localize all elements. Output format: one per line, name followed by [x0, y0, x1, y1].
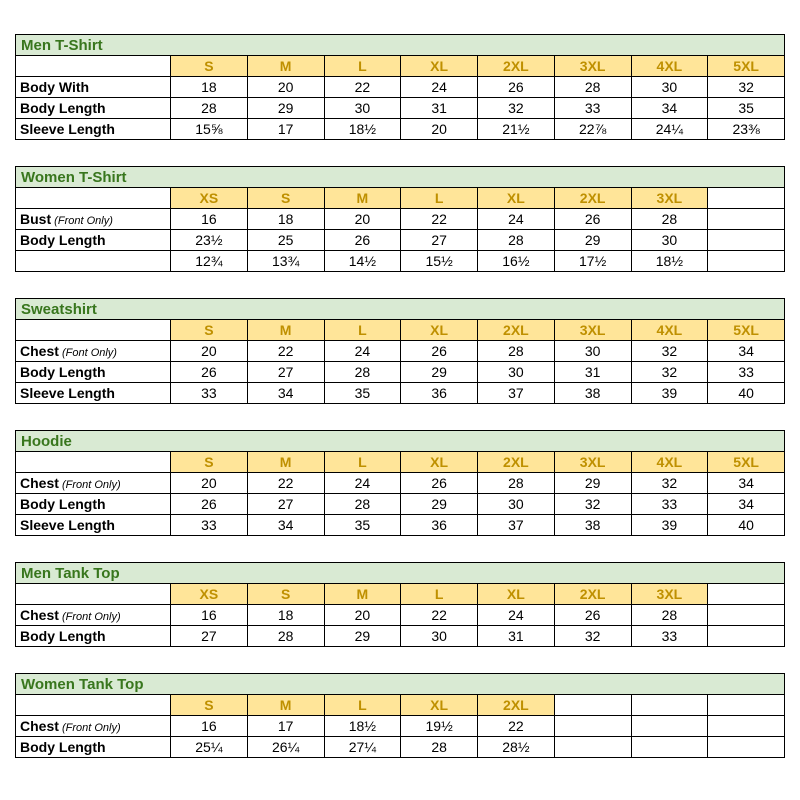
- table-row: [16, 77, 785, 98]
- size-header-l: L: [401, 188, 478, 209]
- row-label-text: Body Length: [20, 232, 106, 248]
- row-label-text: Bust: [20, 211, 52, 227]
- value-cell: 19½: [401, 716, 478, 737]
- value-cell: [708, 251, 785, 272]
- value-cell: 28: [247, 626, 324, 647]
- value-cell: 24: [478, 209, 555, 230]
- value-cell: 29: [247, 98, 324, 119]
- value-cell: 18½: [631, 251, 708, 272]
- row-label: [16, 230, 171, 251]
- row-label-text: Body Length: [20, 739, 106, 755]
- value-cell: 20: [247, 77, 324, 98]
- row-label-text: Sleeve Length: [20, 121, 115, 137]
- value-cell: 12¾: [171, 251, 248, 272]
- value-cell: 28: [324, 362, 401, 383]
- size-header-l: L: [324, 452, 401, 473]
- size-header-2xl: 2XL: [554, 584, 631, 605]
- value-cell: [708, 230, 785, 251]
- size-header-m: M: [324, 188, 401, 209]
- table-title-row: [16, 167, 785, 188]
- table-row: [16, 209, 785, 230]
- size-header-4xl: 4XL: [631, 452, 708, 473]
- size-header-xl: XL: [401, 695, 478, 716]
- value-cell: 33: [554, 98, 631, 119]
- row-label: [16, 119, 171, 140]
- row-label-text: Chest: [20, 607, 59, 623]
- size-header-s: S: [171, 320, 248, 341]
- table-title: Sweatshirt: [16, 299, 785, 320]
- value-cell: 26¼: [247, 737, 324, 758]
- row-label: [16, 473, 171, 494]
- row-label-text: Body With: [20, 79, 90, 95]
- header-label-spacer: [16, 695, 171, 716]
- value-cell: 20: [324, 209, 401, 230]
- size-header-l: L: [324, 320, 401, 341]
- value-cell: 35: [708, 98, 785, 119]
- value-cell: 22: [401, 209, 478, 230]
- value-cell: 18½: [324, 119, 401, 140]
- value-cell: 24: [401, 77, 478, 98]
- value-cell: 23⅜: [708, 119, 785, 140]
- value-cell: 30: [631, 77, 708, 98]
- value-cell: 26: [401, 473, 478, 494]
- size-header-row: [16, 695, 785, 716]
- size-header-m: M: [324, 584, 401, 605]
- row-label-note: (Font Only): [58, 347, 117, 359]
- value-cell: 14½: [324, 251, 401, 272]
- value-cell: 20: [401, 119, 478, 140]
- size-header-2xl: 2XL: [478, 56, 555, 77]
- value-cell: 34: [708, 341, 785, 362]
- size-header-2xl: 2XL: [554, 188, 631, 209]
- value-cell: 27¼: [324, 737, 401, 758]
- size-header-m: M: [247, 56, 324, 77]
- value-cell: 36: [401, 383, 478, 404]
- size-header-empty: [708, 584, 785, 605]
- value-cell: [708, 209, 785, 230]
- value-cell: 27: [171, 626, 248, 647]
- row-label: [16, 209, 171, 230]
- value-cell: 15½: [401, 251, 478, 272]
- value-cell: 16½: [478, 251, 555, 272]
- table-title-row: [16, 431, 785, 452]
- value-cell: 31: [401, 98, 478, 119]
- size-header-4xl: 4XL: [631, 320, 708, 341]
- value-cell: 28: [401, 737, 478, 758]
- value-cell: [554, 716, 631, 737]
- value-cell: 31: [478, 626, 555, 647]
- row-label-text: Chest: [20, 475, 59, 491]
- table-row: [16, 341, 785, 362]
- row-label: [16, 515, 171, 536]
- row-label: [16, 605, 171, 626]
- table-row: [16, 98, 785, 119]
- value-cell: 33: [631, 626, 708, 647]
- size-header-m: M: [247, 452, 324, 473]
- size-table-hoodie: [15, 430, 785, 536]
- size-table-women-tank-top: [15, 673, 785, 758]
- value-cell: 26: [171, 494, 248, 515]
- size-header-empty: [708, 188, 785, 209]
- value-cell: 17½: [554, 251, 631, 272]
- size-header-row: [16, 452, 785, 473]
- value-cell: 29: [324, 626, 401, 647]
- value-cell: 28: [324, 494, 401, 515]
- value-cell: 22⅞: [554, 119, 631, 140]
- size-header-3xl: 3XL: [554, 56, 631, 77]
- row-label-text: Sleeve Length: [20, 517, 115, 533]
- table-row: [16, 251, 785, 272]
- value-cell: 26: [554, 209, 631, 230]
- value-cell: 39: [631, 515, 708, 536]
- size-header-2xl: 2XL: [478, 320, 555, 341]
- row-label: [16, 362, 171, 383]
- size-header-m: M: [247, 320, 324, 341]
- value-cell: 32: [554, 626, 631, 647]
- table-row: [16, 230, 785, 251]
- header-label-spacer: [16, 584, 171, 605]
- value-cell: 21½: [478, 119, 555, 140]
- value-cell: 22: [247, 341, 324, 362]
- table-title-row: [16, 35, 785, 56]
- value-cell: 33: [171, 383, 248, 404]
- table-row: [16, 515, 785, 536]
- value-cell: 13¾: [247, 251, 324, 272]
- value-cell: [708, 737, 785, 758]
- value-cell: 24: [324, 341, 401, 362]
- row-label-text: Chest: [20, 718, 59, 734]
- size-header-row: [16, 188, 785, 209]
- size-header-2xl: 2XL: [478, 452, 555, 473]
- value-cell: 18: [247, 605, 324, 626]
- row-label-note: (Front Only): [58, 722, 121, 734]
- value-cell: 40: [708, 383, 785, 404]
- row-label: [16, 383, 171, 404]
- value-cell: 20: [171, 473, 248, 494]
- value-cell: 35: [324, 383, 401, 404]
- row-label-text: Body Length: [20, 496, 106, 512]
- table-row: [16, 605, 785, 626]
- value-cell: 34: [708, 473, 785, 494]
- value-cell: 23½: [171, 230, 248, 251]
- size-header-s: S: [171, 695, 248, 716]
- value-cell: 29: [554, 230, 631, 251]
- size-header-empty: [554, 695, 631, 716]
- value-cell: 38: [554, 515, 631, 536]
- value-cell: 28½: [478, 737, 555, 758]
- value-cell: 27: [247, 494, 324, 515]
- value-cell: 29: [401, 362, 478, 383]
- row-label-text: Body Length: [20, 100, 106, 116]
- size-header-xl: XL: [478, 584, 555, 605]
- header-label-spacer: [16, 452, 171, 473]
- value-cell: 32: [708, 77, 785, 98]
- size-header-row: [16, 320, 785, 341]
- value-cell: 39: [631, 383, 708, 404]
- value-cell: 26: [478, 77, 555, 98]
- value-cell: 24: [478, 605, 555, 626]
- size-header-2xl: 2XL: [478, 695, 555, 716]
- value-cell: 29: [554, 473, 631, 494]
- value-cell: 17: [247, 119, 324, 140]
- size-header-s: S: [171, 452, 248, 473]
- value-cell: 29: [401, 494, 478, 515]
- size-table-women-t-shirt: [15, 166, 785, 272]
- table-row: [16, 383, 785, 404]
- row-label: [16, 77, 171, 98]
- table-row: [16, 716, 785, 737]
- value-cell: 26: [401, 341, 478, 362]
- size-header-xl: XL: [401, 56, 478, 77]
- value-cell: 18: [247, 209, 324, 230]
- value-cell: 33: [708, 362, 785, 383]
- value-cell: 34: [708, 494, 785, 515]
- size-header-row: [16, 56, 785, 77]
- value-cell: 18: [171, 77, 248, 98]
- value-cell: 31: [554, 362, 631, 383]
- size-header-xl: XL: [401, 320, 478, 341]
- value-cell: 32: [631, 473, 708, 494]
- value-cell: 24¼: [631, 119, 708, 140]
- row-label: [16, 494, 171, 515]
- table-title: Women T-Shirt: [16, 167, 785, 188]
- value-cell: 27: [401, 230, 478, 251]
- size-header-empty: [708, 695, 785, 716]
- size-header-s: S: [171, 56, 248, 77]
- value-cell: 22: [478, 716, 555, 737]
- value-cell: 35: [324, 515, 401, 536]
- row-label: [16, 626, 171, 647]
- row-label-note: (Front Only): [51, 215, 113, 227]
- value-cell: 32: [631, 362, 708, 383]
- size-header-3xl: 3XL: [631, 584, 708, 605]
- value-cell: 28: [631, 605, 708, 626]
- value-cell: 33: [631, 494, 708, 515]
- size-header-xl: XL: [401, 452, 478, 473]
- value-cell: 33: [171, 515, 248, 536]
- value-cell: 25¼: [171, 737, 248, 758]
- size-header-s: S: [247, 584, 324, 605]
- row-label-note: (Front Only): [58, 611, 121, 623]
- value-cell: 18½: [324, 716, 401, 737]
- value-cell: 25: [247, 230, 324, 251]
- table-row: [16, 737, 785, 758]
- size-header-4xl: 4XL: [631, 56, 708, 77]
- size-header-m: M: [247, 695, 324, 716]
- value-cell: 30: [554, 341, 631, 362]
- table-row: [16, 119, 785, 140]
- table-title-row: [16, 563, 785, 584]
- row-label: [16, 251, 171, 272]
- size-header-xs: XS: [171, 188, 248, 209]
- table-row: [16, 362, 785, 383]
- header-label-spacer: [16, 188, 171, 209]
- table-title: Men T-Shirt: [16, 35, 785, 56]
- value-cell: 22: [247, 473, 324, 494]
- value-cell: 38: [554, 383, 631, 404]
- value-cell: 24: [324, 473, 401, 494]
- value-cell: 20: [171, 341, 248, 362]
- value-cell: 36: [401, 515, 478, 536]
- row-label: [16, 716, 171, 737]
- value-cell: 34: [247, 515, 324, 536]
- row-label-text: Body Length: [20, 628, 106, 644]
- value-cell: 28: [631, 209, 708, 230]
- size-table-sweatshirt: [15, 298, 785, 404]
- value-cell: 28: [171, 98, 248, 119]
- value-cell: 32: [554, 494, 631, 515]
- size-header-3xl: 3XL: [554, 320, 631, 341]
- size-header-3xl: 3XL: [554, 452, 631, 473]
- header-label-spacer: [16, 56, 171, 77]
- value-cell: [708, 716, 785, 737]
- table-row: [16, 626, 785, 647]
- value-cell: 20: [324, 605, 401, 626]
- size-header-row: [16, 584, 785, 605]
- row-label: [16, 341, 171, 362]
- value-cell: [631, 737, 708, 758]
- value-cell: 16: [171, 209, 248, 230]
- value-cell: [631, 716, 708, 737]
- header-label-spacer: [16, 320, 171, 341]
- value-cell: 28: [478, 230, 555, 251]
- value-cell: 32: [631, 341, 708, 362]
- value-cell: 32: [478, 98, 555, 119]
- value-cell: 30: [631, 230, 708, 251]
- value-cell: 26: [554, 605, 631, 626]
- value-cell: 30: [324, 98, 401, 119]
- table-title: Women Tank Top: [16, 674, 785, 695]
- size-header-s: S: [247, 188, 324, 209]
- size-header-5xl: 5XL: [708, 320, 785, 341]
- value-cell: 28: [478, 341, 555, 362]
- value-cell: [708, 626, 785, 647]
- value-cell: 27: [247, 362, 324, 383]
- table-row: [16, 473, 785, 494]
- value-cell: 34: [631, 98, 708, 119]
- size-header-xs: XS: [171, 584, 248, 605]
- value-cell: 26: [171, 362, 248, 383]
- table-title: Hoodie: [16, 431, 785, 452]
- size-table-men-t-shirt: [15, 34, 785, 140]
- value-cell: 26: [324, 230, 401, 251]
- row-label-text: Body Length: [20, 364, 106, 380]
- size-header-5xl: 5XL: [708, 452, 785, 473]
- value-cell: 40: [708, 515, 785, 536]
- table-row: [16, 494, 785, 515]
- value-cell: 22: [324, 77, 401, 98]
- value-cell: 16: [171, 605, 248, 626]
- value-cell: 30: [478, 362, 555, 383]
- size-header-xl: XL: [478, 188, 555, 209]
- size-header-empty: [631, 695, 708, 716]
- table-title-row: [16, 674, 785, 695]
- row-label: [16, 737, 171, 758]
- table-title: Men Tank Top: [16, 563, 785, 584]
- value-cell: 37: [478, 515, 555, 536]
- size-header-l: L: [324, 56, 401, 77]
- row-label: [16, 98, 171, 119]
- size-header-l: L: [401, 584, 478, 605]
- value-cell: 34: [247, 383, 324, 404]
- row-label-text: Chest: [20, 343, 59, 359]
- value-cell: 30: [401, 626, 478, 647]
- size-header-5xl: 5XL: [708, 56, 785, 77]
- value-cell: 16: [171, 716, 248, 737]
- value-cell: 17: [247, 716, 324, 737]
- value-cell: 37: [478, 383, 555, 404]
- value-cell: 28: [554, 77, 631, 98]
- row-label-note: (Front Only): [58, 479, 121, 491]
- value-cell: 28: [478, 473, 555, 494]
- size-header-3xl: 3XL: [631, 188, 708, 209]
- value-cell: 22: [401, 605, 478, 626]
- size-table-men-tank-top: [15, 562, 785, 647]
- table-title-row: [16, 299, 785, 320]
- value-cell: 15⅝: [171, 119, 248, 140]
- value-cell: [708, 605, 785, 626]
- value-cell: [554, 737, 631, 758]
- size-header-l: L: [324, 695, 401, 716]
- row-label-text: Sleeve Length: [20, 385, 115, 401]
- value-cell: 30: [478, 494, 555, 515]
